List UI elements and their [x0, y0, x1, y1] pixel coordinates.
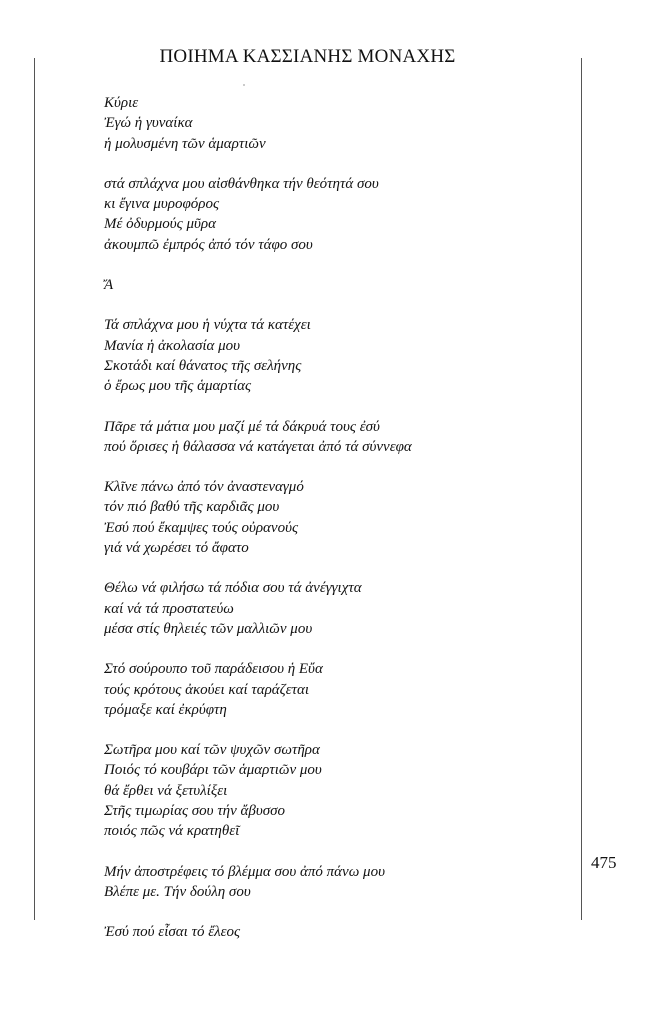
page-number: 475: [591, 853, 617, 872]
poem-line: πού ὅρισες ἡ θάλασσα νά κατάγεται ἀπό τά σύννεφα: [104, 438, 412, 455]
poem-line: Κύριε: [104, 95, 139, 111]
poem-line: Πᾶρε τά μάτια μου μαζί μέ τά δάκρυά τους ἐσύ: [104, 418, 380, 435]
stanza-11: [104, 922, 564, 942]
poem-line: τρόμαξε καί ἐκρύφτη: [104, 701, 227, 718]
poem-line: Ἐσύ πού ἔκαμψες τούς οὐρανούς: [104, 519, 299, 536]
poem-line: Μανία ἡ ἀκολασία μου: [104, 337, 241, 354]
poem-line: γιά νά χωρέσει τό ἄφατο: [104, 540, 249, 557]
poem-line: ποιός πῶς νά κρατηθεῖ: [104, 823, 240, 840]
poem-line: Ἐσύ πού εἶσαι τό ἔλεος: [104, 924, 241, 941]
poem-line: Σκοτάδι καί θάνατος τῆς σελήνης: [104, 357, 302, 374]
poem-line: στά σπλάχνα μου αἰσθάνθηκα τήν θεότητά σου: [104, 175, 379, 192]
poem-line: Μέ ὀδυρμούς μῦρα: [104, 216, 216, 233]
poem-line: Ἄ: [104, 277, 114, 294]
stanza-6: [104, 477, 564, 558]
poem-line: τόν πιό βαθύ τῆς καρδιᾶς μου: [104, 499, 280, 516]
stanza-5: [104, 417, 564, 458]
poem-line: Σωτῆρα μου καί τῶν ψυχῶν σωτῆρα: [104, 742, 320, 759]
poem-line: Τά σπλάχνα μου ἡ νύχτα τά κατέχει: [104, 317, 311, 334]
left-margin-rule: [34, 58, 35, 920]
poem-line: Ποιός τό κουβάρι τῶν ἁμαρτιῶν μου: [104, 762, 322, 779]
right-margin-rule: [581, 58, 582, 920]
poem-line: Στῆς τιμωρίας σου τήν ἄβυσσο: [104, 803, 286, 820]
stanza-10: [104, 862, 564, 903]
poem-line: ἡ μολυσμένη τῶν ἁμαρτιῶν: [104, 135, 266, 152]
poem-line: Στό σούρουπο τοῦ παράδεισου ἡ Εὔα: [104, 661, 323, 678]
print-speck: [243, 84, 245, 86]
poem-line: καί νά τά προστατεύω: [104, 600, 234, 617]
poem-line: Θέλω νά φιλήσω τά πόδια σου τά ἀνέγγιχτα: [104, 580, 362, 597]
poem-line: Βλέπε με. Τήν δούλη σου: [104, 883, 251, 900]
stanza-8: [104, 659, 564, 720]
stanza-2: [104, 174, 564, 255]
poem-body: [104, 93, 564, 963]
poem-line: τούς κρότους ἀκούει καί ταράζεται: [104, 681, 310, 698]
stanza-1: [104, 93, 564, 154]
poem-line: Ἐγώ ἡ γυναίκα: [104, 115, 193, 132]
stanza-4: [104, 315, 564, 396]
poem-line: ὁ ἔρως μου τῆς ἁμαρτίας: [104, 378, 252, 395]
poem-line: ἀκουμπῶ ἐμπρός ἀπό τόν τάφο σου: [104, 236, 313, 253]
stanza-3: [104, 275, 564, 295]
poem-line: Μήν ἀποστρέφεις τό βλέμμα σου ἀπό πάνω μου: [104, 863, 385, 880]
stanza-7: [104, 578, 564, 639]
stanza-9: [104, 740, 564, 841]
poem-line: θά ἔρθει νά ξετυλίξει: [104, 782, 228, 799]
poem-line: κι ἔγινα μυροφόρος: [104, 196, 220, 213]
poem-line: μέσα στίς θηλειές τῶν μαλλιῶν μου: [104, 620, 313, 637]
page-title: ΠΟΙΗΜΑ ΚΑΣΣΙΑΝΗΣ ΜΟΝΑΧΗΣ: [159, 46, 456, 67]
poem-line: Κλῖνε πάνω ἀπό τόν ἀναστεναγμό: [104, 479, 304, 496]
